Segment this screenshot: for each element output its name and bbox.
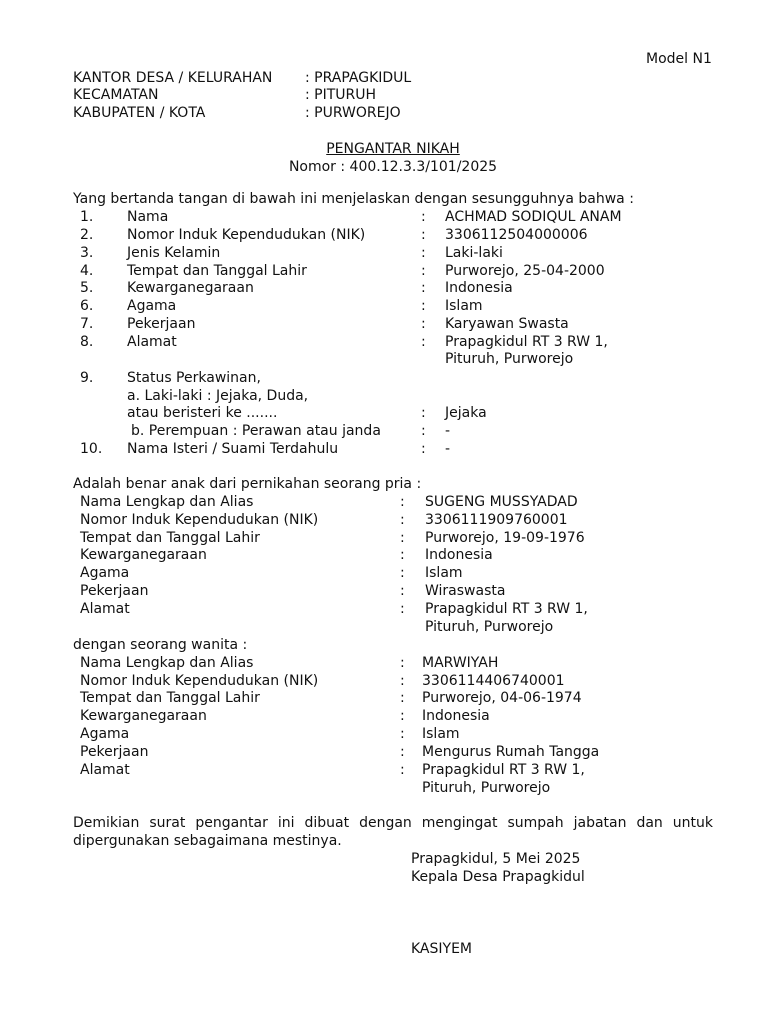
- row-number: 5.: [80, 280, 94, 296]
- row-label: Jenis Kelamin: [127, 245, 221, 261]
- row-value: Prapagkidul RT 3 RW 1,: [422, 762, 585, 778]
- row-colon: :: [400, 565, 405, 581]
- row-colon: :: [421, 423, 426, 439]
- row-colon: :: [421, 227, 426, 243]
- row-value: Wiraswasta: [425, 583, 506, 599]
- row-value: Prapagkidul RT 3 RW 1,: [425, 601, 588, 617]
- row-value: Islam: [422, 726, 460, 742]
- row-label: Agama: [127, 298, 177, 314]
- header-value-district: : PITURUH: [305, 87, 377, 103]
- row-colon: :: [400, 530, 405, 546]
- row-value-continued: Pituruh, Purworejo: [425, 619, 554, 635]
- row-value: MARWIYAH: [422, 655, 499, 671]
- signatory-name: KASIYEM: [411, 941, 473, 957]
- row-label: Tempat dan Tanggal Lahir: [80, 530, 260, 546]
- header-value-regency: : PURWOREJO: [305, 105, 401, 121]
- row-value: Mengurus Rumah Tangga: [422, 744, 600, 760]
- row-label: Kewarganegaraan: [127, 280, 254, 296]
- row-number: 7.: [80, 316, 94, 332]
- row-label: Nomor Induk Kependudukan (NIK): [80, 673, 319, 689]
- row-label: Pekerjaan: [80, 583, 149, 599]
- row-number: 1.: [80, 209, 94, 225]
- row-number: 3.: [80, 245, 94, 261]
- row-number: 2.: [80, 227, 94, 243]
- row-label: Tempat dan Tanggal Lahir: [80, 690, 260, 706]
- row-colon: :: [421, 245, 426, 261]
- signatory-title: Kepala Desa Prapagkidul: [411, 869, 585, 885]
- row-value: 3306112504000006: [445, 227, 588, 243]
- document-number: Nomor : 400.12.3.3/101/2025: [288, 159, 498, 175]
- row-label: Pekerjaan: [80, 744, 149, 760]
- row-label: Nama Lengkap dan Alias: [80, 494, 254, 510]
- row-colon: :: [400, 690, 405, 706]
- row-value: Purworejo, 25-04-2000: [445, 263, 605, 279]
- row-colon: :: [421, 263, 426, 279]
- model-label: Model N1: [646, 51, 712, 67]
- row-value: 3306114406740001: [422, 673, 565, 689]
- row-label: Agama: [80, 726, 130, 742]
- row-number: 4.: [80, 263, 94, 279]
- row-label: Alamat: [80, 601, 130, 617]
- row-colon: :: [400, 547, 405, 563]
- row-colon: :: [400, 512, 405, 528]
- status-value-male: Jejaka: [445, 405, 487, 421]
- row-value: -: [445, 441, 451, 457]
- row-colon: :: [400, 762, 405, 778]
- status-label: Status Perkawinan,: [127, 370, 261, 386]
- row-colon: :: [400, 583, 405, 599]
- row-value: Islam: [425, 565, 463, 581]
- row-value: Karyawan Swasta: [445, 316, 569, 332]
- row-label: Alamat: [127, 334, 177, 350]
- row-colon: :: [421, 298, 426, 314]
- row-value: Indonesia: [425, 547, 493, 563]
- mother-intro: dengan seorang wanita :: [73, 637, 248, 653]
- row-label: Agama: [80, 565, 130, 581]
- row-value: Indonesia: [422, 708, 490, 724]
- row-label: Kewarganegaraan: [80, 708, 207, 724]
- row-colon: :: [400, 744, 405, 760]
- row-colon: :: [400, 494, 405, 510]
- row-colon: :: [421, 316, 426, 332]
- row-colon: :: [400, 708, 405, 724]
- row-label: Nama Lengkap dan Alias: [80, 655, 254, 671]
- status-option-male: a. Laki-laki : Jejaka, Duda,: [127, 388, 309, 404]
- row-value: Purworejo, 04-06-1974: [422, 690, 582, 706]
- place-date: Prapagkidul, 5 Mei 2025: [411, 851, 581, 867]
- row-value: 3306111909760001: [425, 512, 568, 528]
- row-colon: :: [421, 280, 426, 296]
- header-value-office: : PRAPAGKIDUL: [305, 70, 412, 86]
- row-colon: :: [421, 209, 426, 225]
- row-value: SUGENG MUSSYADAD: [425, 494, 578, 510]
- row-label: Nomor Induk Kependudukan (NIK): [80, 512, 319, 528]
- document-title: PENGANTAR NIKAH: [326, 141, 460, 157]
- row-colon: :: [400, 726, 405, 742]
- row-value: Indonesia: [445, 280, 513, 296]
- closing-paragraph: Demikian surat pengantar ini dibuat dengan mengingat sumpah jabatan dan untuk dipergunakan sebagaimana mestinya.: [73, 815, 713, 849]
- row-number: 8.: [80, 334, 94, 350]
- status-option-male-cont: atau beristeri ke .......: [127, 405, 278, 421]
- row-number: 10.: [80, 441, 103, 457]
- row-value: Prapagkidul RT 3 RW 1,: [445, 334, 608, 350]
- header-label-regency: KABUPATEN / KOTA: [73, 105, 206, 121]
- row-value: ACHMAD SODIQUL ANAM: [445, 209, 622, 225]
- row-label: Nama: [127, 209, 169, 225]
- row-colon: :: [400, 673, 405, 689]
- row-value-continued: Pituruh, Purworejo: [422, 780, 551, 796]
- status-option-female: b. Perempuan : Perawan atau janda: [131, 423, 381, 439]
- row-number: 6.: [80, 298, 94, 314]
- row-number: 9.: [80, 370, 94, 386]
- header-label-district: KECAMATAN: [73, 87, 159, 103]
- father-intro: Adalah benar anak dari pernikahan seorang pria :: [73, 476, 422, 492]
- row-label: Pekerjaan: [127, 316, 196, 332]
- row-colon: :: [400, 655, 405, 671]
- row-value: Islam: [445, 298, 483, 314]
- row-value: Laki-laki: [445, 245, 503, 261]
- row-label: Alamat: [80, 762, 130, 778]
- header-label-office: KANTOR DESA / KELURAHAN: [73, 70, 273, 86]
- row-colon: :: [400, 601, 405, 617]
- row-value-continued: Pituruh, Purworejo: [445, 351, 574, 367]
- intro-text: Yang bertanda tangan di bawah ini menjelaskan dengan sesungguhnya bahwa :: [73, 191, 634, 207]
- row-label: Kewarganegaraan: [80, 547, 207, 563]
- status-value-female: -: [445, 423, 451, 439]
- row-label: Nomor Induk Kependudukan (NIK): [127, 227, 366, 243]
- row-colon: :: [421, 334, 426, 350]
- row-colon: :: [421, 405, 426, 421]
- row-colon: :: [421, 441, 426, 457]
- row-value: Purworejo, 19-09-1976: [425, 530, 585, 546]
- row-label: Nama Isteri / Suami Terdahulu: [127, 441, 339, 457]
- row-label: Tempat dan Tanggal Lahir: [127, 263, 307, 279]
